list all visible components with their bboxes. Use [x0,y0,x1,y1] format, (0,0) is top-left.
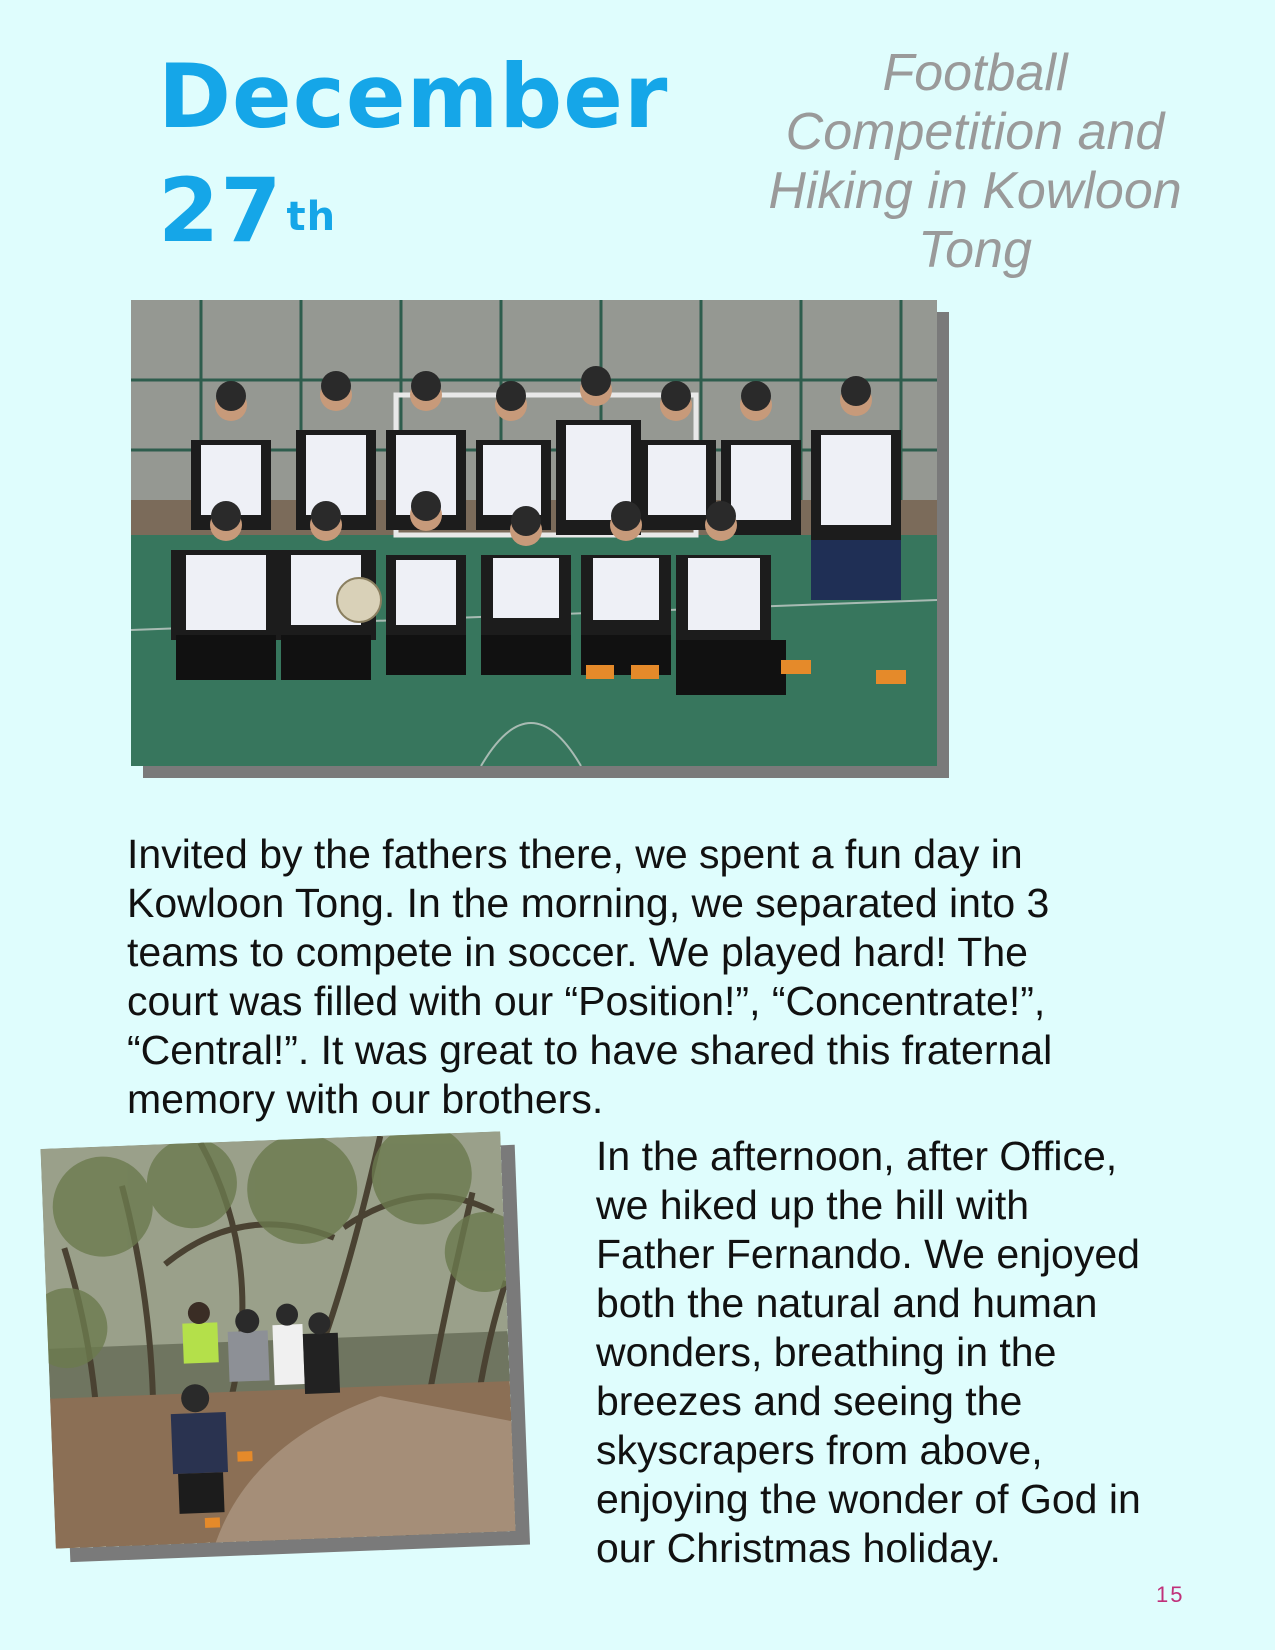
hiking-photo [40,1131,515,1548]
page-number: 15 [1156,1582,1185,1607]
article-paragraph-2: In the afternoon, after Office, we hiked up the hill with Father Fernando. We enjoyed both the natural and human wonders, breathing in the breezes and seeing the skyscrapers from above, enjoying the wonder of God in our Christmas holiday. [596,1133,1141,1571]
day-label [158,154,668,268]
date-heading [158,40,668,268]
article-paragraph-1: Invited by the fathers there, we spent a fun day in Kowloon Tong. In the morning, we separated into 3 teams to compete in soccer. We played hard! The court was filled with our “Position!”, “Concentrate!”, “Central!”. It was great to have shared this fraternal memory with our brothers. [127,831,1053,1122]
event-title: Football Competition and Hiking in Kowloon Tong [768,44,1182,279]
month-label: December [158,45,669,148]
day-suffix: th [286,194,337,240]
day-number: 27 [158,159,283,262]
football-team-photo [131,300,937,766]
